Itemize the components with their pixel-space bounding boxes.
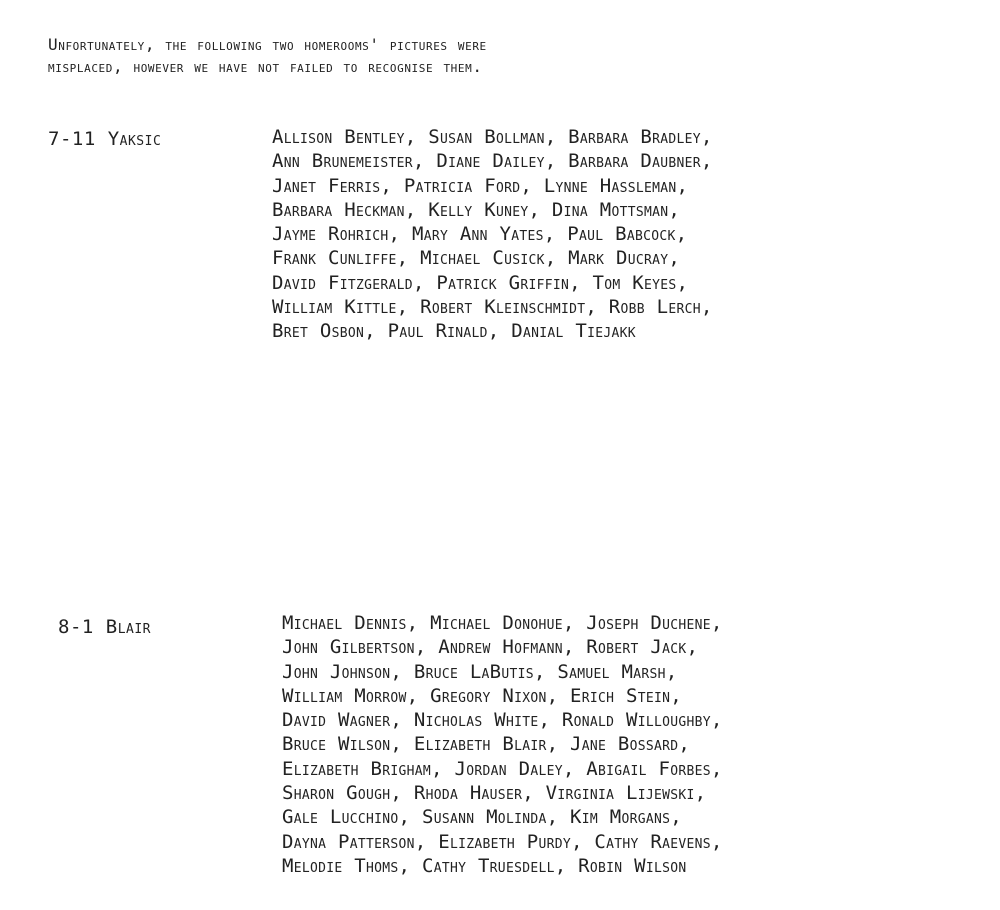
intro-line: misplaced, however we have not failed to recognise them. xyxy=(48,57,483,76)
name-line: Michael Dennis, Michael Donohue, Joseph Duchene, xyxy=(282,612,723,634)
name-line: Janet Ferris, Patricia Ford, Lynne Hassleman, xyxy=(272,174,689,197)
name-line: Frank Cunliffe, Michael Cusick, Mark Ducray, xyxy=(272,247,681,270)
name-line: Ann Brunemeister, Diane Dailey, Barbara Daubner, xyxy=(272,150,713,173)
name-line: William Morrow, Gregory Nixon, Erich Stein, xyxy=(282,684,683,707)
name-line: Jayme Rohrich, Mary Ann Yates, Paul Babcock, xyxy=(272,223,688,246)
name-line: Allison Bentley, Susan Bollman, Barbara Bradley, xyxy=(272,126,713,148)
student-name-list xyxy=(272,125,713,344)
name-line: Bret Osbon, Paul Rinald, Danial Tiejakk xyxy=(272,320,636,343)
name-line: John Gilbertson, Andrew Hofmann, Robert Jack, xyxy=(282,636,699,659)
intro-paragraph xyxy=(48,34,948,78)
intro-line: Unfortunately, the following two homerooms' pictures were xyxy=(48,35,487,54)
name-line: David Fitzgerald, Patrick Griffin, Tom Keyes, xyxy=(272,271,689,294)
name-line: Gale Lucchino, Susann Molinda, Kim Morgans, xyxy=(282,806,683,829)
name-line: William Kittle, Robert Kleinschmidt, Robb Lerch, xyxy=(272,296,713,319)
name-line: Bruce Wilson, Elizabeth Blair, Jane Bossard, xyxy=(282,733,691,756)
name-line: Barbara Heckman, Kelly Kuney, Dina Mottsman, xyxy=(272,198,681,221)
name-line: David Wagner, Nicholas White, Ronald Willoughby, xyxy=(282,709,723,732)
name-line: Dayna Patterson, Elizabeth Purdy, Cathy Raevens, xyxy=(282,830,723,853)
name-line: Sharon Gough, Rhoda Hauser, Virginia Lijewski, xyxy=(282,782,707,805)
homeroom-label: 8-1 Blair xyxy=(58,616,152,638)
name-line: Melodie Thoms, Cathy Truesdell, Robin Wilson xyxy=(282,854,687,877)
name-line: John Johnson, Bruce LaButis, Samuel Marsh, xyxy=(282,660,678,683)
homeroom-label: 7-11 Yaksic xyxy=(48,128,162,150)
student-name-list xyxy=(282,611,723,878)
name-line: Elizabeth Brigham, Jordan Daley, Abigail Forbes, xyxy=(282,757,723,780)
